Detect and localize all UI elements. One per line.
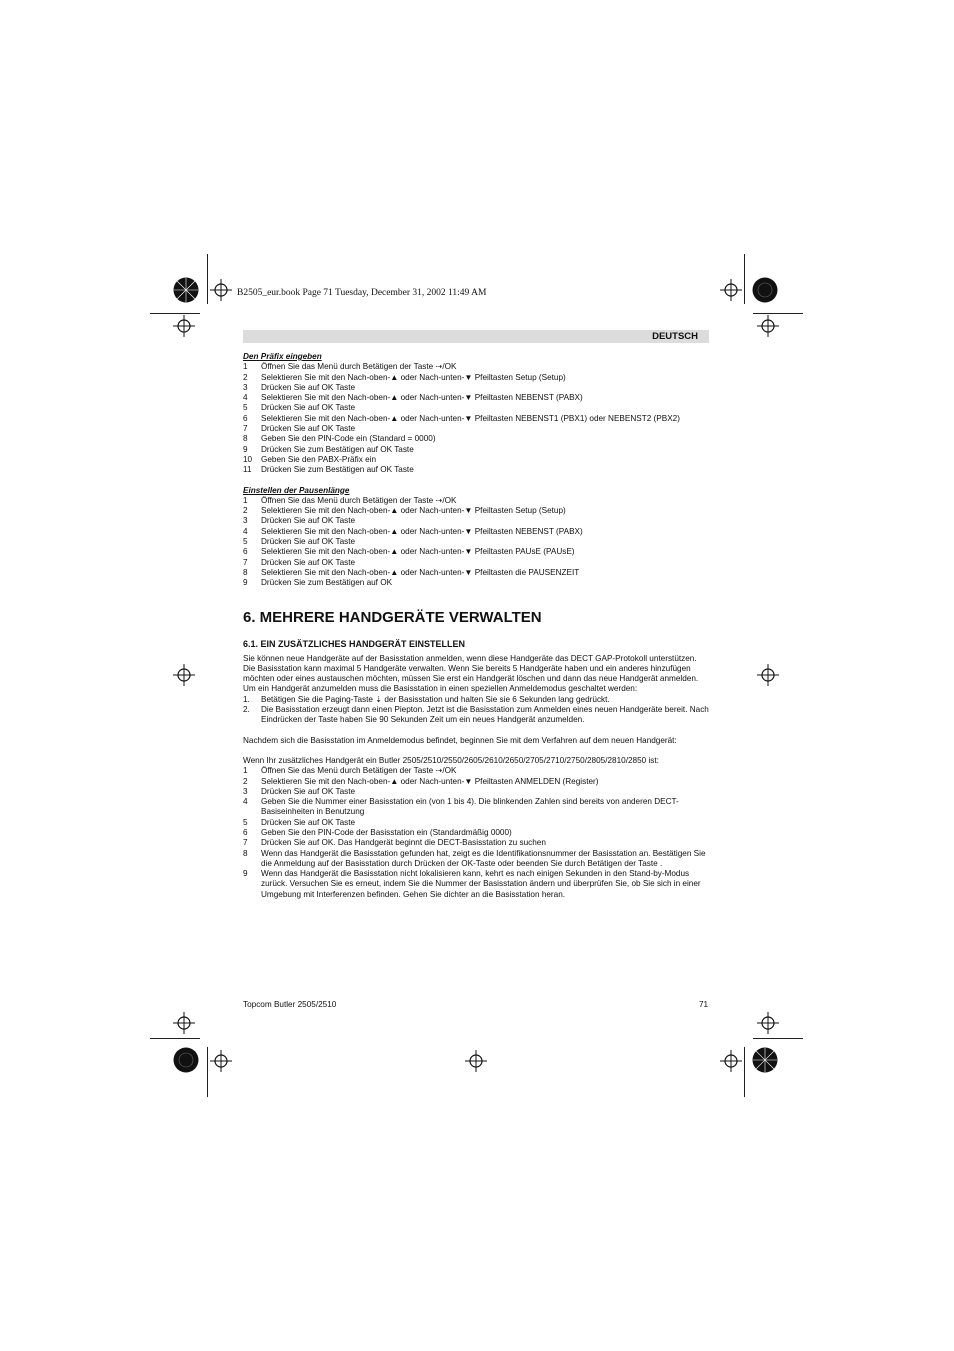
step-text: Drücken Sie auf OK Taste xyxy=(261,786,356,796)
list-item xyxy=(243,828,709,838)
list-item xyxy=(243,777,709,787)
step-text: Drücken Sie zum Bestätigen auf OK Taste xyxy=(261,465,414,475)
list-item xyxy=(243,849,709,870)
list-item xyxy=(243,506,709,516)
step-text: Drücken Sie auf OK Taste xyxy=(261,817,356,827)
list-item xyxy=(243,434,709,444)
step-text: Wenn das Handgerät die Basisstation gefunden hat, zeigt es die Identifikationsnummer der Basisstation an. Bestätigen Sie die Anmeldung auf der Basisstation durch Drücken der OK-Taste oder beenden Sie durch Betätigen der Taste . xyxy=(261,848,706,868)
list-item xyxy=(243,797,709,818)
step-number: 11 xyxy=(243,465,252,475)
registration-crosshair-icon xyxy=(210,1050,232,1072)
list-item xyxy=(243,537,709,547)
step-number: 10 xyxy=(243,454,253,464)
step-number: 3 xyxy=(243,786,248,796)
paragraph: Um ein Handgerät anzumelden muss die Basisstation in einen speziellen Anmeldemodus geschaltet werden: xyxy=(243,684,638,694)
list-item xyxy=(243,445,709,455)
step-text: Selektieren Sie mit den Nach-oben-▲ oder Nach-unten-▼ Pfeiltasten NEBENST (PABX) xyxy=(261,393,583,403)
footer-product: Topcom Butler 2505/2510 xyxy=(243,1000,337,1009)
step-number: 4 xyxy=(243,393,248,403)
list-item xyxy=(243,424,709,434)
section-prefix-title: Den Präfix eingeben xyxy=(243,352,322,361)
registration-sun-icon xyxy=(752,1047,778,1073)
list-item xyxy=(243,695,709,705)
list-item xyxy=(243,787,709,797)
list-item xyxy=(243,766,709,776)
step-text: Geben Sie den PIN-Code ein (Standard = 0000) xyxy=(261,434,436,444)
step-text: Drücken Sie auf OK Taste xyxy=(261,403,356,413)
list-item xyxy=(243,373,709,383)
list-item xyxy=(243,705,709,726)
language-label: DEUTSCH xyxy=(652,331,698,342)
step-number: 6 xyxy=(243,413,248,423)
chapter-title: 6. MEHRERE HANDGERÄTE VERWALTEN xyxy=(243,608,542,626)
step-text: Öffnen Sie das Menü durch Betätigen der Taste ⇢/OK xyxy=(261,495,457,505)
paragraph: Sie können neue Handgeräte auf der Basisstation anmelden, wenn diese Handgeräte das DECT GAP-Protokoll unterstützen. xyxy=(243,653,697,663)
step-text: Betätigen Sie die Paging-Taste ⇣ der Basisstation und halten Sie sie 6 Sekunden lang gedrückt. xyxy=(261,694,610,704)
step-text: Drücken Sie zum Bestätigen auf OK xyxy=(261,578,393,588)
registration-steps-list xyxy=(243,695,709,726)
list-item xyxy=(243,496,709,506)
book-header-info: B2505_eur.book Page 71 Tuesday, December 31, 2002 11:49 AM xyxy=(237,288,487,298)
step-number: 1 xyxy=(243,766,248,776)
page-number: 71 xyxy=(699,1000,709,1009)
step-text: Öffnen Sie das Menü durch Betätigen der Taste ⇢/OK xyxy=(261,766,457,776)
list-item xyxy=(243,393,709,403)
step-number: 9 xyxy=(243,869,248,879)
step-text: Wenn das Handgerät die Basisstation nicht lokalisieren kann, kehrt es nach einigen Sekunden in den Stand-by-Modus zurück. Versuchen Sie es erneut, indem Sie die Nummer der Basisstation ändern und überprüfen Sie, ob Sie sich in einer Umgebung mit Interferenzen befinden. Gehen Sie dichter an die Basisstation heran. xyxy=(261,869,701,899)
step-number: 1 xyxy=(243,362,248,372)
list-item xyxy=(243,455,709,465)
step-text: Selektieren Sie mit den Nach-oben-▲ oder Nach-unten-▼ Pfeiltasten Setup (Setup) xyxy=(261,506,566,516)
step-text: Drücken Sie auf OK Taste xyxy=(261,382,356,392)
step-number: 7 xyxy=(243,838,248,848)
step-text: Öffnen Sie das Menü durch Betätigen der Taste ⇢/OK xyxy=(261,362,457,372)
step-text: Selektieren Sie mit den Nach-oben-▲ oder Nach-unten-▼ Pfeiltasten PAUsE (PAUsE) xyxy=(261,547,575,557)
list-item xyxy=(243,558,709,568)
paragraph: Die Basisstation kann maximal 5 Handgeräte verwalten. Wenn Sie bereits 5 Handgeräte haben und ein anderes hinzufügen möchten oder eines austauschen möchten, müssen Sie erst ein Handgerät löschen und dann das neue Handgerät anmelden. xyxy=(243,663,699,684)
step-text: Selektieren Sie mit den Nach-oben-▲ oder Nach-unten-▼ Pfeiltasten die PAUSENZEIT xyxy=(261,567,580,577)
step-text: Die Basisstation erzeugt dann einen Piepton. Jetzt ist die Basisstation zum Anmelden eines neuen Handgeräte bereit. Nach Eindrücken der Taste haben Sie 90 Sekunden Zeit um ein neues Handgerät anzumelden. xyxy=(261,705,709,725)
list-item xyxy=(243,547,709,557)
step-number: 5 xyxy=(243,537,248,547)
chapter-subtitle: 6.1. EIN ZUSÄTZLICHES HANDGERÄT EINSTELLEN xyxy=(243,638,466,649)
step-number: 9 xyxy=(243,578,248,588)
pause-steps-list xyxy=(243,496,709,589)
paragraph: Nachdem sich die Basisstation im Anmeldemodus befindet, beginnen Sie mit dem Verfahren auf dem neuen Handgerät: xyxy=(243,735,677,745)
registration-crosshair-icon xyxy=(757,315,779,337)
list-item xyxy=(243,568,709,578)
step-text: Drücken Sie auf OK Taste xyxy=(261,516,356,526)
prefix-steps-list xyxy=(243,362,709,475)
step-number: 3 xyxy=(243,382,248,392)
step-number: 5 xyxy=(243,403,248,413)
step-number: 9 xyxy=(243,444,248,454)
step-number: 7 xyxy=(243,424,248,434)
registration-crosshair-icon xyxy=(173,315,195,337)
list-item xyxy=(243,414,709,424)
registration-crosshair-icon xyxy=(210,279,232,301)
step-text: Selektieren Sie mit den Nach-oben-▲ oder Nach-unten-▼ Pfeiltasten Setup (Setup) xyxy=(261,372,566,382)
butler-steps-list xyxy=(243,766,709,900)
registration-crosshair-icon xyxy=(465,1050,487,1072)
list-item xyxy=(243,818,709,828)
step-number: 2 xyxy=(243,776,248,786)
step-text: Selektieren Sie mit den Nach-oben-▲ oder Nach-unten-▼ Pfeiltasten ANMELDEN (Register) xyxy=(261,776,599,786)
section-pause-title: Einstellen der Pausenlänge xyxy=(243,485,350,495)
list-item xyxy=(243,516,709,526)
list-item xyxy=(243,383,709,393)
step-text: Drücken Sie auf OK Taste xyxy=(261,537,356,547)
step-number: 1. xyxy=(243,694,250,704)
registration-crosshair-icon xyxy=(720,1050,742,1072)
step-number: 7 xyxy=(243,557,248,567)
step-number: 6 xyxy=(243,827,248,837)
paragraph: Wenn Ihr zusätzliches Handgerät ein Butler 2505/2510/2550/2605/2610/2650/2705/2710/2750/2805/2810/2850 ist: xyxy=(243,755,659,765)
list-item xyxy=(243,403,709,413)
step-text: Drücken Sie zum Bestätigen auf OK Taste xyxy=(261,444,414,454)
registration-sun-icon xyxy=(752,277,778,303)
step-text: Selektieren Sie mit den Nach-oben-▲ oder Nach-unten-▼ Pfeiltasten NEBENST (PABX) xyxy=(261,526,583,536)
list-item xyxy=(243,578,709,588)
step-number: 2 xyxy=(243,506,248,516)
registration-crosshair-icon xyxy=(757,664,779,686)
step-text: Selektieren Sie mit den Nach-oben-▲ oder Nach-unten-▼ Pfeiltasten NEBENST1 (PBX1) oder NEBENST2 (PBX2) xyxy=(261,413,680,423)
list-item xyxy=(243,465,709,475)
step-number: 8 xyxy=(243,848,248,858)
step-number: 1 xyxy=(243,495,248,505)
step-text: Geben Sie die Nummer einer Basisstation ein (von 1 bis 4). Die blinkenden Zahlen sind bereits von anderen DECT-Basiseinheiten in Benutzung xyxy=(261,797,679,817)
step-number: 8 xyxy=(243,434,248,444)
step-number: 8 xyxy=(243,567,248,577)
registration-crosshair-icon xyxy=(757,1012,779,1034)
step-number: 6 xyxy=(243,547,248,557)
registration-sun-icon xyxy=(173,1047,199,1073)
step-number: 5 xyxy=(243,817,248,827)
list-item xyxy=(243,838,709,848)
language-bar xyxy=(243,330,709,343)
registration-crosshair-icon xyxy=(173,664,195,686)
registration-crosshair-icon xyxy=(173,1012,195,1034)
page-content xyxy=(243,352,709,900)
list-item xyxy=(243,362,709,372)
step-text: Drücken Sie auf OK. Das Handgerät beginnt die DECT-Basisstation zu suchen xyxy=(261,838,546,848)
list-item xyxy=(243,527,709,537)
step-text: Geben Sie den PIN-Code der Basisstation ein (Standardmäßig 0000) xyxy=(261,827,512,837)
registration-crosshair-icon xyxy=(720,279,742,301)
step-text: Geben Sie den PABX-Präfix ein xyxy=(261,454,376,464)
step-number: 2. xyxy=(243,705,250,715)
step-number: 2 xyxy=(243,372,248,382)
step-number: 3 xyxy=(243,516,248,526)
registration-sun-icon xyxy=(173,277,199,303)
step-text: Drücken Sie auf OK Taste xyxy=(261,424,356,434)
step-number: 4 xyxy=(243,797,248,807)
step-text: Drücken Sie auf OK Taste xyxy=(261,557,356,567)
step-number: 4 xyxy=(243,526,248,536)
list-item xyxy=(243,869,709,900)
